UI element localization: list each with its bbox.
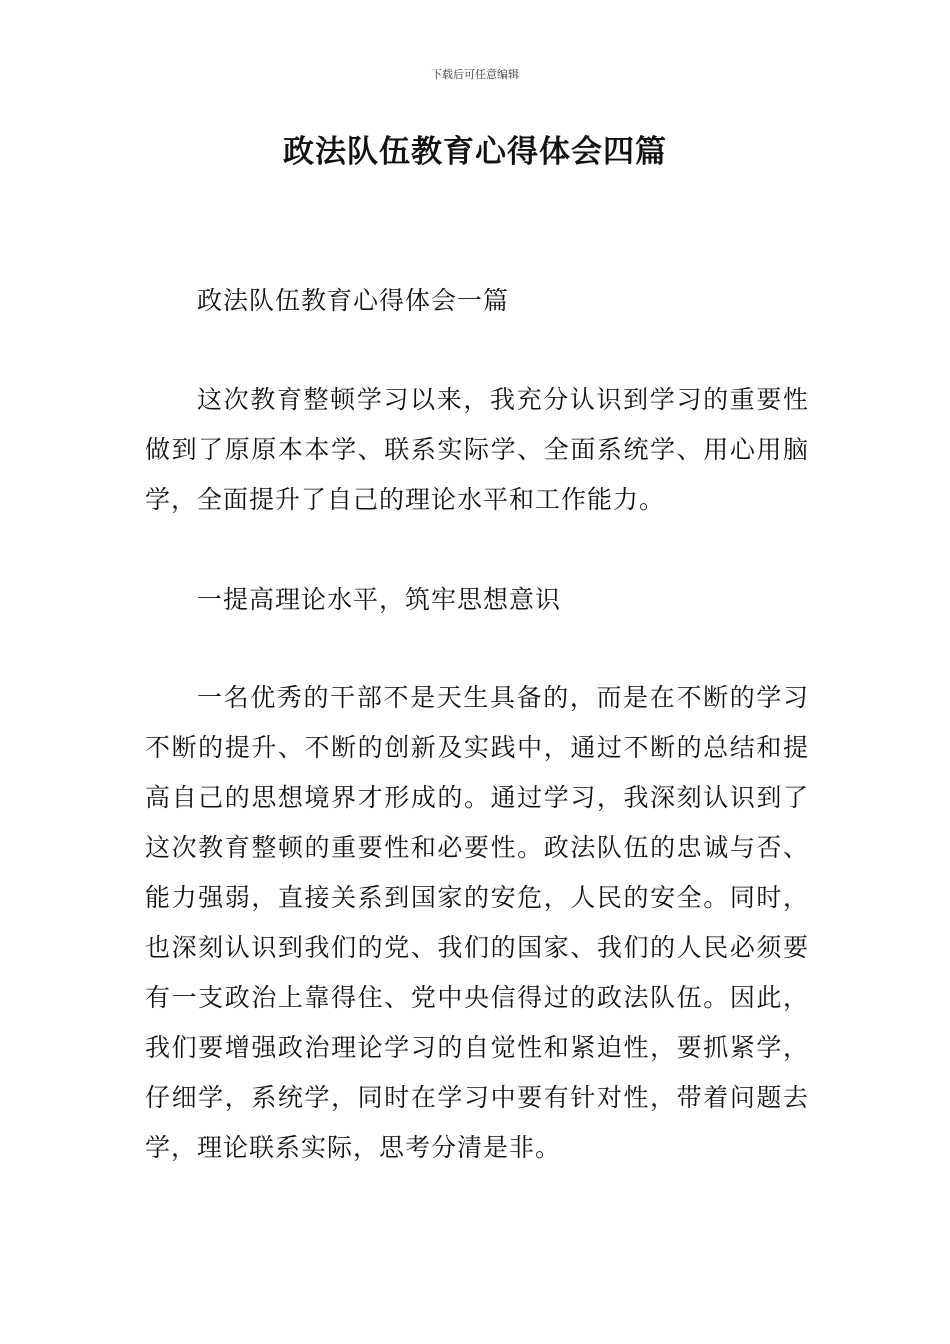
section-title-2: 一提高理论水平，筑牢思想意识 (197, 585, 562, 614)
section-title-1: 政法队伍教育心得体会一篇 (197, 286, 510, 315)
paragraph-2: 一名优秀的干部不是天生具备的，而是在不断的学习不断的提升、不断的创新及实践中，通过不断的总结和提高自己的思想境界才形成的。通过学习，我深刻认识到了这次教育整顿的重要性和必要性。政法队伍的忠诚与否、能力强弱，直接关系到国家的安危，人民的安全。同时，也深刻认识到我们的党、我们的国家、我们的人民必须要有一支政治上靠得住、党中央信得过的政法队伍。因此，我们要增强政治理论学习的自觉性和紧迫性，要抓紧学，仔细学，系统学，同时在学习中要有针对性，带着问题去学，理论联系实际，思考分清是非。 (145, 683, 809, 1162)
paragraph-1: 这次教育整顿学习以来，我充分认识到学习的重要性做到了原原本本学、联系实际学、全面系统学、用心用脑学，全面提升了自己的理论水平和工作能力。 (145, 385, 809, 514)
header-note: 下载后可任意编辑 (431, 68, 519, 81)
document-title: 政法队伍教育心得体会四篇 (283, 134, 667, 170)
